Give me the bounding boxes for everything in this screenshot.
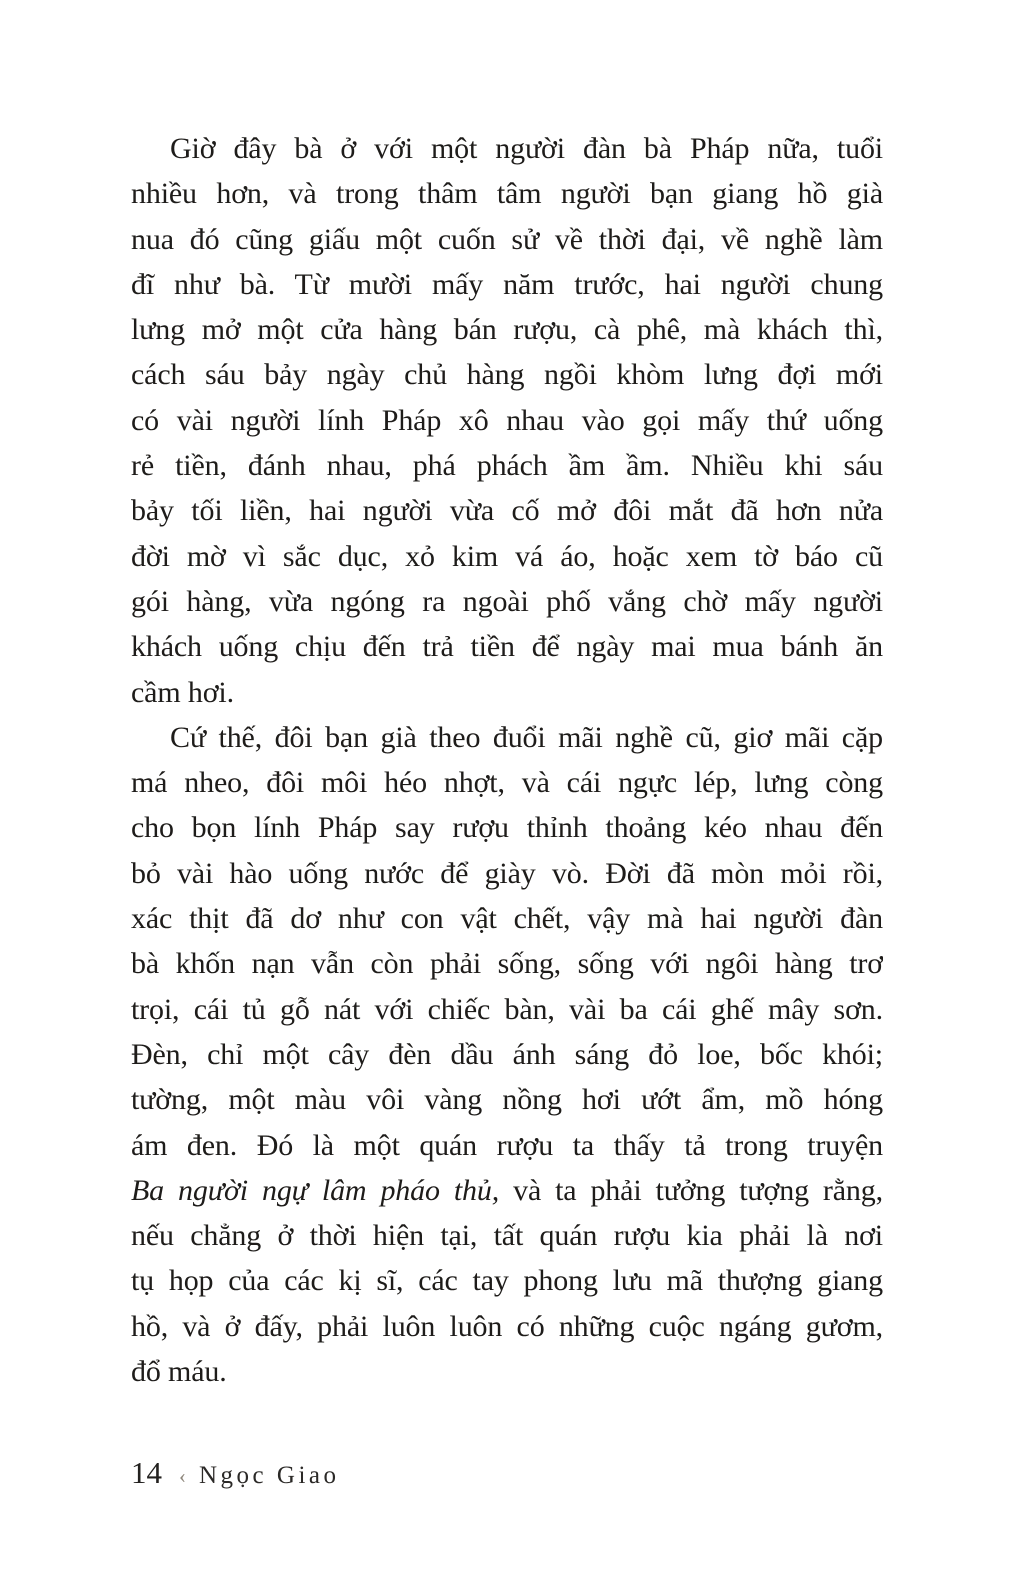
text-line	[131, 262, 883, 307]
text-line	[131, 1123, 883, 1168]
text-line	[131, 352, 883, 397]
text-segment: khách uống chịu đến trả tiền để ngày mai mua bánh ăn	[131, 630, 883, 664]
text-line	[131, 715, 883, 760]
text-segment: cầm hơi.	[131, 675, 234, 709]
text-line	[131, 851, 883, 896]
page-footer	[131, 1455, 340, 1491]
text-segment: rẻ tiền, đánh nhau, phá phách ầm ầm. Nhiều khi sáu	[131, 449, 883, 483]
text-line	[131, 1258, 883, 1303]
text-segment: cách sáu bảy ngày chủ hàng ngồi khòm lưng đợi mới	[131, 358, 883, 392]
running-footer-author: Ngọc Giao	[199, 1462, 340, 1489]
text-segment: nua đó cũng giấu một cuốn sử về thời đại, về nghề làm	[131, 222, 883, 256]
text-line	[131, 307, 883, 352]
text-line	[131, 1304, 883, 1349]
text-segment: có vài người lính Pháp xô nhau vào gọi mấy thứ uống	[131, 403, 883, 437]
footer-separator-icon: ‹	[179, 1464, 186, 1488]
text-line	[131, 488, 883, 533]
text-segment: đĩ như bà. Từ mười mấy năm trước, hai người chung	[131, 267, 883, 301]
text-line	[131, 624, 883, 669]
text-segment: tường, một màu vôi vàng nồng hơi ướt ẩm, mồ hóng	[131, 1083, 883, 1117]
text-segment: đời mờ vì sắc dục, xỏ kim vá áo, hoặc xem tờ báo cũ	[131, 539, 883, 573]
text-segment: Giờ đây bà ở với một người đàn bà Pháp nữa, tuổi	[170, 132, 883, 165]
text-line	[131, 1077, 883, 1122]
text-line	[131, 579, 883, 624]
text-line	[131, 1349, 883, 1394]
text-line	[131, 896, 883, 941]
text-segment: nếu chẳng ở thời hiện tại, tất quán rượu kia phải là nơi	[131, 1219, 883, 1253]
text-segment: gói hàng, vừa ngóng ra ngoài phố vắng chờ mấy người	[131, 584, 883, 618]
paragraph	[131, 715, 883, 1394]
text-line	[131, 805, 883, 850]
paragraph	[131, 126, 883, 715]
text-segment: hồ, và ở đấy, phải luôn luôn có những cuộc ngáng gươm,	[131, 1309, 883, 1343]
text-block	[131, 126, 883, 1394]
text-line	[131, 987, 883, 1032]
text-segment: Đèn, chỉ một cây đèn dầu ánh sáng đỏ loe, bốc khói;	[131, 1037, 883, 1071]
page-number: 14	[131, 1455, 162, 1490]
text-segment: bỏ vài hào uống nước để giày vò. Đời đã mòn mỏi rồi,	[131, 856, 883, 890]
text-segment: đổ máu.	[131, 1355, 227, 1389]
text-line	[131, 1213, 883, 1258]
text-segment: và ta phải tưởng tượng rằng,	[499, 1173, 883, 1207]
text-line	[131, 760, 883, 805]
text-segment: Cứ thế, đôi bạn già theo đuổi mãi nghề cũ, giơ mãi cặp	[170, 720, 883, 754]
text-line	[131, 126, 883, 171]
text-line	[131, 398, 883, 443]
book-title-italic: Ba người ngự lâm pháo thủ,	[131, 1173, 500, 1207]
text-line	[131, 534, 883, 579]
text-segment: lưng mở một cửa hàng bán rượu, cà phê, mà khách thì,	[131, 313, 883, 347]
text-line	[131, 941, 883, 986]
text-line	[131, 443, 883, 488]
text-line	[131, 670, 883, 715]
text-segment: tụ họp của các kị sĩ, các tay phong lưu mã thượng giang	[131, 1264, 883, 1298]
text-segment: bà khốn nạn vẫn còn phải sống, sống với ngôi hàng trơ	[131, 947, 883, 981]
text-segment: nhiều hơn, và trong thâm tâm người bạn giang hồ già	[131, 177, 883, 211]
text-segment: trọi, cái tủ gỗ nát với chiếc bàn, vài ba cái ghế mây sơn.	[131, 992, 883, 1026]
text-line	[131, 1032, 883, 1077]
text-segment: ám đen. Đó là một quán rượu ta thấy tả trong truyện	[131, 1128, 883, 1162]
text-line	[131, 217, 883, 262]
text-line	[131, 1168, 883, 1213]
text-segment: cho bọn lính Pháp say rượu thỉnh thoảng kéo nhau đến	[131, 811, 883, 845]
text-segment: má nheo, đôi môi héo nhợt, và cái ngực lép, lưng còng	[131, 766, 883, 800]
text-segment: xác thịt đã dơ như con vật chết, vậy mà hai người đàn	[131, 902, 883, 936]
text-line	[131, 171, 883, 216]
text-segment: bảy tối liền, hai người vừa cố mở đôi mắt đã hơn nửa	[131, 494, 883, 528]
